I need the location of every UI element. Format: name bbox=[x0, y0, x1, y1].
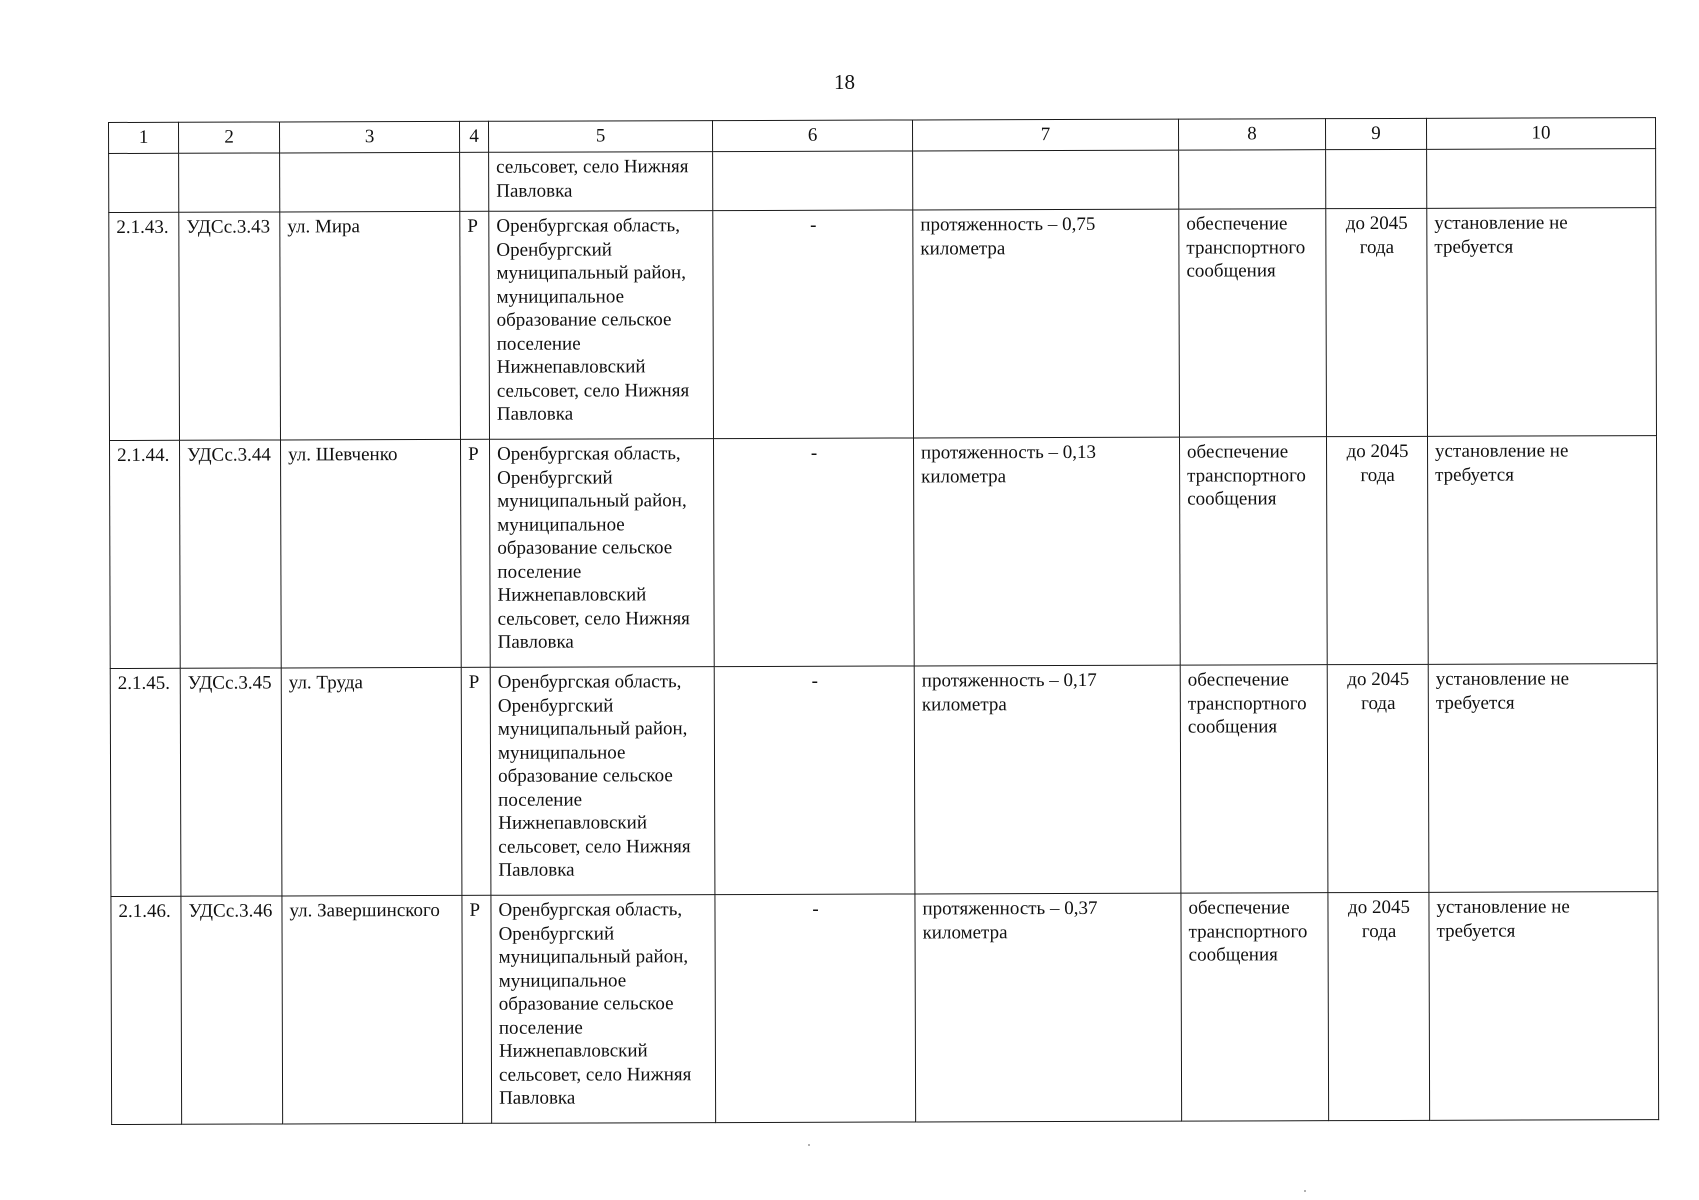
objects-table bbox=[108, 117, 1659, 1125]
object-name: ул. Мира bbox=[280, 211, 461, 440]
term-cell: до 2045 года bbox=[1326, 436, 1428, 664]
term-cell: до 2045 года bbox=[1326, 208, 1428, 436]
empty-cell bbox=[1427, 149, 1656, 209]
term-cell: до 2045 года bbox=[1328, 892, 1430, 1120]
row-number: 2.1.46. bbox=[111, 896, 182, 1124]
object-type: Р bbox=[462, 895, 492, 1123]
characteristics-cell: протяженность – 0,37 километра bbox=[915, 893, 1182, 1122]
column6-cell: - bbox=[713, 438, 914, 667]
header-cell: 1 bbox=[109, 122, 179, 153]
header-cell: 2 bbox=[179, 122, 280, 153]
header-cell: 9 bbox=[1325, 118, 1426, 149]
empty-cell bbox=[713, 151, 913, 211]
location-cell: сельсовет, село Нижняя Павловка bbox=[489, 152, 713, 212]
zone-cell: установление не требуется bbox=[1428, 664, 1658, 893]
purpose-cell: обеспечение транспортного сообщения bbox=[1181, 893, 1329, 1121]
row-number: 2.1.44. bbox=[110, 440, 181, 668]
characteristics-cell: протяженность – 0,13 километра bbox=[913, 437, 1180, 666]
object-name: ул. Труда bbox=[281, 667, 462, 896]
object-code: УДСс.3.43 bbox=[179, 212, 281, 440]
empty-cell bbox=[913, 150, 1179, 210]
empty-cell bbox=[460, 152, 489, 211]
header-cell: 6 bbox=[712, 120, 912, 152]
characteristics-cell: протяженность – 0,75 километра bbox=[913, 209, 1180, 438]
purpose-cell: обеспечение транспортного сообщения bbox=[1179, 209, 1327, 437]
page-number: 18 bbox=[834, 70, 855, 94]
object-type: Р bbox=[461, 667, 491, 895]
object-code: УДСс.3.46 bbox=[181, 896, 283, 1124]
location-cell: Оренбургская область, Оренбургский муниципальный район, муниципальное образование сельское поселение Нижнепавловский сельсовет, село Нижняя Павловка bbox=[489, 211, 714, 440]
term-cell: до 2045 года bbox=[1327, 664, 1429, 892]
object-code: УДСс.3.45 bbox=[180, 668, 282, 896]
object-name: ул. Шевченко bbox=[280, 439, 461, 668]
column6-cell: - bbox=[715, 894, 916, 1123]
zone-cell: установление не требуется bbox=[1427, 208, 1657, 437]
row-number: 2.1.43. bbox=[109, 212, 180, 440]
object-type: Р bbox=[460, 439, 490, 667]
location-cell: Оренбургская область, Оренбургский муниципальный район, муниципальное образование сельское поселение Нижнепавловский сельсовет, село Нижняя Павловка bbox=[489, 439, 714, 668]
continuation-row bbox=[109, 149, 1656, 213]
table-row bbox=[110, 436, 1658, 669]
row-number: 2.1.45. bbox=[110, 668, 181, 896]
empty-cell bbox=[1326, 149, 1427, 208]
header-cell: 3 bbox=[280, 121, 460, 153]
header-cell: 5 bbox=[488, 121, 712, 153]
header-cell: 8 bbox=[1178, 119, 1325, 150]
zone-cell: установление не требуется bbox=[1429, 892, 1659, 1121]
location-cell: Оренбургская область, Оренбургский муниципальный район, муниципальное образование сельское поселение Нижнепавловский сельсовет, село Нижняя Павловка bbox=[491, 895, 716, 1124]
table-row bbox=[110, 664, 1658, 897]
scan-speck bbox=[808, 1144, 810, 1146]
column6-cell: - bbox=[713, 210, 914, 439]
purpose-cell: обеспечение транспортного сообщения bbox=[1180, 665, 1328, 893]
table-row bbox=[109, 208, 1657, 441]
scan-speck bbox=[1304, 1190, 1306, 1192]
column-number-header bbox=[109, 118, 1656, 154]
empty-cell bbox=[109, 153, 179, 212]
purpose-cell: обеспечение транспортного сообщения bbox=[1179, 437, 1327, 665]
object-type: Р bbox=[460, 211, 490, 439]
table-row bbox=[111, 892, 1659, 1125]
empty-cell bbox=[179, 153, 280, 212]
empty-cell bbox=[280, 152, 460, 212]
header-cell: 4 bbox=[459, 121, 488, 152]
column6-cell: - bbox=[714, 666, 915, 895]
header-cell: 10 bbox=[1426, 118, 1655, 150]
header-cell: 7 bbox=[912, 119, 1178, 151]
empty-cell bbox=[1179, 150, 1326, 209]
location-cell: Оренбургская область, Оренбургский муниципальный район, муниципальное образование сельское поселение Нижнепавловский сельсовет, село Нижняя Павловка bbox=[490, 667, 715, 896]
characteristics-cell: протяженность – 0,17 километра bbox=[914, 665, 1181, 894]
object-name: ул. Завершинского bbox=[282, 895, 463, 1124]
object-code: УДСс.3.44 bbox=[180, 440, 282, 668]
zone-cell: установление не требуется bbox=[1427, 436, 1657, 665]
